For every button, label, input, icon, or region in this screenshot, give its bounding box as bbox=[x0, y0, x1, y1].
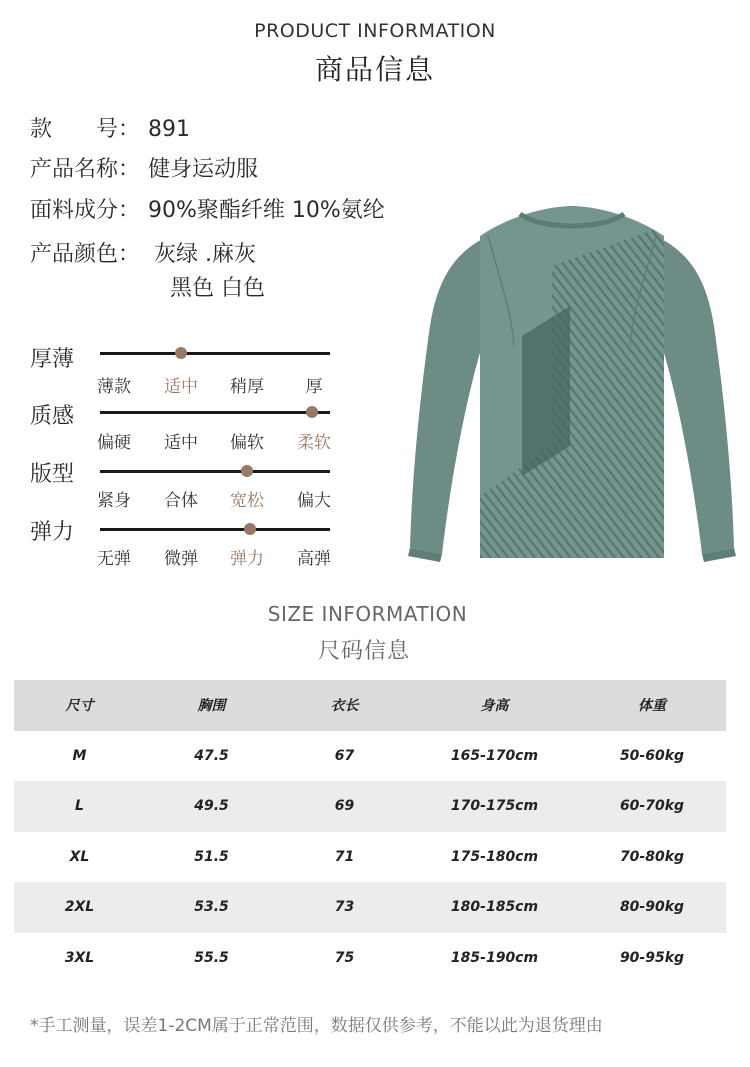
size-info-title-cn: 尺码信息 bbox=[317, 639, 410, 664]
scale-option: 薄款 bbox=[97, 377, 131, 397]
length-cell: 71 bbox=[334, 848, 355, 865]
scale-option: 紧身 bbox=[97, 491, 131, 511]
scale-option: 厚 bbox=[305, 377, 323, 397]
table-row bbox=[14, 731, 726, 782]
scale-line-texture bbox=[100, 411, 330, 414]
chest-cell: 47.5 bbox=[194, 747, 229, 764]
chest-cell: 49.5 bbox=[194, 798, 229, 815]
shirt-image bbox=[402, 196, 738, 566]
scale-option: 偏硬 bbox=[97, 433, 131, 453]
scale-option: 弹力 bbox=[230, 549, 264, 569]
color-value-line1: 灰绿 .麻灰 bbox=[154, 242, 257, 267]
scale-option: 适中 bbox=[164, 377, 198, 397]
scale-option: 宽松 bbox=[230, 491, 264, 511]
color-value-line2: 黑色 白色 bbox=[170, 276, 265, 301]
size-table bbox=[14, 680, 726, 983]
height-cell: 165-170cm bbox=[450, 747, 539, 764]
size-table-header: 衣长 bbox=[330, 698, 359, 715]
model-value: 891 bbox=[148, 117, 191, 142]
color-label: 产品颜色： bbox=[30, 242, 141, 267]
model-row bbox=[30, 112, 190, 143]
size-table-header: 体重 bbox=[638, 698, 666, 715]
weight-cell: 80-90kg bbox=[619, 899, 685, 916]
chest-cell: 53.5 bbox=[194, 899, 229, 916]
scale-marker-fit bbox=[241, 465, 253, 477]
height-cell: 175-180cm bbox=[450, 848, 539, 865]
scale-marker-thickness bbox=[175, 347, 187, 359]
scale-option: 偏软 bbox=[230, 433, 264, 453]
scale-option: 合体 bbox=[164, 491, 198, 511]
name-value: 健身运动服 bbox=[148, 157, 259, 182]
scale-marker-texture bbox=[306, 406, 318, 418]
scale-label-texture: 质感 bbox=[30, 404, 75, 429]
scale-marker-elasticity bbox=[244, 523, 256, 535]
fabric-row bbox=[30, 193, 385, 224]
table-row bbox=[14, 933, 726, 984]
scale-label-elasticity: 弹力 bbox=[30, 520, 75, 545]
size-cell: M bbox=[72, 747, 87, 764]
chest-cell: 55.5 bbox=[194, 949, 229, 966]
scale-line-elasticity bbox=[100, 528, 330, 531]
scale-option: 微弹 bbox=[164, 549, 198, 569]
weight-cell: 50-60kg bbox=[619, 747, 685, 764]
table-row bbox=[14, 781, 726, 832]
product-info-title-cn: 商品信息 bbox=[314, 53, 435, 86]
product-info-title-en: PRODUCT INFORMATION bbox=[254, 20, 496, 42]
color-row bbox=[30, 237, 256, 268]
scale-option: 高弹 bbox=[297, 549, 331, 569]
scale-option: 无弹 bbox=[97, 549, 131, 569]
scale-label-fit: 版型 bbox=[30, 462, 75, 487]
scale-line-fit bbox=[100, 470, 330, 473]
measurement-note: *手工测量，误差1-2CM属于正常范围，数据仅供参考，不能以此为退货理由 bbox=[30, 1016, 603, 1036]
size-table-header-row bbox=[14, 680, 726, 731]
scale-label-thickness: 厚薄 bbox=[30, 347, 75, 372]
size-cell: XL bbox=[69, 848, 90, 865]
scale-option: 柔软 bbox=[297, 433, 331, 453]
length-cell: 73 bbox=[334, 899, 355, 916]
weight-cell: 70-80kg bbox=[619, 848, 685, 865]
length-cell: 69 bbox=[334, 798, 355, 815]
scale-option: 适中 bbox=[164, 433, 198, 453]
scale-option: 稍厚 bbox=[230, 377, 264, 397]
height-cell: 185-190cm bbox=[450, 949, 539, 966]
scale-line-thickness bbox=[100, 352, 330, 355]
size-table-header: 尺寸 bbox=[65, 698, 94, 715]
size-cell: 3XL bbox=[64, 949, 95, 966]
size-table-header: 身高 bbox=[480, 698, 509, 715]
height-cell: 170-175cm bbox=[450, 798, 539, 815]
table-row bbox=[14, 832, 726, 883]
length-cell: 67 bbox=[334, 747, 355, 764]
size-cell: 2XL bbox=[64, 899, 95, 916]
size-info-title-en: SIZE INFORMATION bbox=[267, 602, 468, 626]
size-table-header: 胸围 bbox=[197, 698, 226, 715]
chest-cell: 51.5 bbox=[194, 848, 229, 865]
weight-cell: 60-70kg bbox=[619, 798, 685, 815]
length-cell: 75 bbox=[334, 949, 355, 966]
size-cell: L bbox=[75, 798, 84, 815]
fabric-label: 面料成分： bbox=[30, 198, 141, 223]
table-row bbox=[14, 882, 726, 933]
model-label: 款 号： bbox=[30, 117, 141, 142]
scale-option: 偏大 bbox=[297, 491, 331, 511]
height-cell: 180-185cm bbox=[450, 899, 539, 916]
fabric-value: 90%聚酯纤维 10%氨纶 bbox=[148, 198, 385, 223]
name-label: 产品名称： bbox=[30, 157, 141, 182]
weight-cell: 90-95kg bbox=[619, 949, 685, 966]
name-row bbox=[30, 152, 258, 183]
